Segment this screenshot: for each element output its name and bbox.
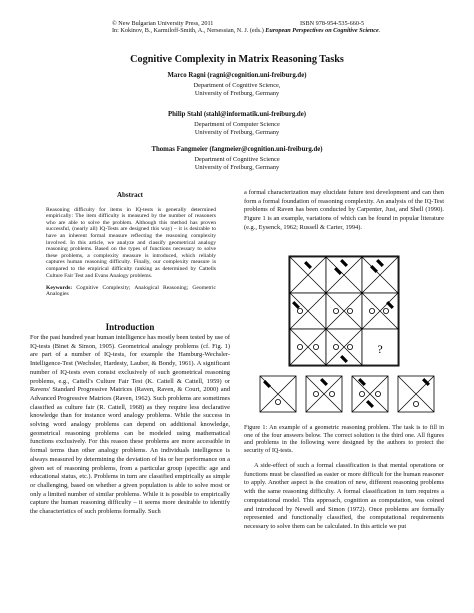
- right-column-intro: [244, 189, 444, 251]
- author-1-name: Marco Ragni (ragni@cognition.uni-freiburg.de): [167, 72, 307, 79]
- right-column-body-text: A side-effect of such a formal classification is that mental operations or functions must be classified as easier or more difficult for the human reasoner to apply. Another aspect is the creation of new, different reasoning problems with the same reasoning difficulty. A formal classification in turn requires a computational model. This approach, cognition as computation, was coined and introduced by Newell and Simon (1972). Once problems are formally represented and functionally classified, the computational requirements necessary to solve them can be calculated. In this article we put: [244, 462, 444, 530]
- abstract-heading: Abstract: [116, 191, 144, 199]
- author-2-name: Philip Stahl (stahl@informatik.uni-freiburg.de): [168, 111, 306, 118]
- introduction-text: For the past hundred year human intelligence has mostly been tested by use of IQ-tests (Binet & Simon, 1905). Geometrical analogy problems (cf. Fig. 1) are part of a number of IQ-tests, for example the Hamburg-Wechsler-Intelligence-Test (Wechsler, Hardesty, Lauber, & Bondy, 1961). A significant number of IQ-tests even consist exclusively of such geometrical reasoning problems, e.g., Cattell's Culture Fair Test (K. Cattell & Cattell, 1959) or Ravens' Standard Progressive Matrices (Raven, Raven, & Court, 2000) and Advanced Progressive Matrices (Raven, 1962). Such problems are sometimes classified as culture fair (R. Cattell, 1968) as they require less declarative knowledge than for instance word analogy problems. While the success in solving word analogy problems can depend on additional knowledge, geometrical reasoning problems can be modeled using mathematical functions exclusively. For this reason these problems are more accessible in formal terms than other analogy problems. An individuals intelligence is always measured by determining the deviation of his or her performance on a given set of reasoning problems, from a particular group (specific age and educational status, etc.). Problems in turn are classified empirically as simple or challenging, based on whether a given population is able to solve most or only a limited number of similar problems. While it is possible to empirically capture the human reasoning difficulty – it seems more desirable to identify the characteristics of such problems formally. Such: [30, 334, 230, 516]
- citation-line-1: In: Kokinov, B., Karmiloff-Smith, A., Nersessian, N. J. (eds.) European Perspectives on Cognitive Science.: [112, 27, 381, 35]
- matrix-puzzle-graphic: [244, 252, 444, 422]
- introduction-body: [30, 334, 230, 608]
- author-3-aff-1: Department of Cognitive Science: [194, 156, 280, 163]
- author-3-name: Thomas Fangmeier (fangmeier@cognition.uni-freiburg.de): [151, 146, 323, 153]
- right-column-body: [244, 462, 444, 608]
- keywords: Keywords: Cognitive Complexity; Analogical Reasoning; Geometric Analogies: [46, 284, 216, 298]
- abstract-body: [46, 201, 216, 304]
- author-1-aff-2: University of Freiburg, Germany: [194, 90, 280, 97]
- figure-1-caption: Figure 1: An example of a geometric reasoning problem. The task is to fill in one of the four answers below. The correct solution is the third one. All figures and problems in the following were designed by the authors to protect the security of IQ-tests.: [244, 424, 444, 455]
- figure-1: [244, 252, 444, 422]
- author-2-aff-1: Department of Computer Science: [194, 121, 280, 128]
- author-2-aff-2: University of Freiburg, Germany: [194, 129, 280, 136]
- abstract-text: Reasoning difficulty for items in IQ-tests is generally determined empirically: The item difficulty is measured by the number of reasoners who are able to solve the problem. Although this method has proven successful, (nearly all) IQ-Tests are designed this way) – it is desirable to have an inherent formal measure reflecting the reasoning complexity involved. In this article, we analyze and classify geometrical analogy reasoning problems. Based on the types of functions necessary to solve these problems, a complexity measure is introduced, which reliably captures human reasoning difficulty. Finally, our complexity measure is compared to the empirical difficulty ranking as determined by Cattells Culture Fair Test and Evans Analogy problems.: [46, 206, 216, 279]
- citation-line-2-right: ISBN 978-954-535-660-5: [300, 20, 365, 27]
- author-1-aff-1: Department of Cognitive Science,: [193, 82, 281, 89]
- paper-title: Cognitive Complexity in Matrix Reasoning Tasks: [130, 54, 344, 65]
- citation-header: [112, 12, 412, 42]
- introduction-heading: Introduction: [105, 322, 155, 332]
- citation-line-2-left: © New Bulgarian University Press, 2011: [112, 20, 214, 27]
- right-column-intro-text: a formal characterization may elucidate future test development and can then form a formal foundation of reasoning complexity. An analysis of the IQ-Test problems of Raven has been conducted by Carpenter, Just, and Shell (1990). Figure 1 is an example, variations of which can be found in popular literature (e.g., Eysenck, 1962; Russell & Carter, 1994).: [244, 189, 444, 231]
- missing-cell-question-mark: ?: [377, 342, 383, 356]
- author-3-aff-2: University of Freiburg, Germany: [194, 164, 280, 171]
